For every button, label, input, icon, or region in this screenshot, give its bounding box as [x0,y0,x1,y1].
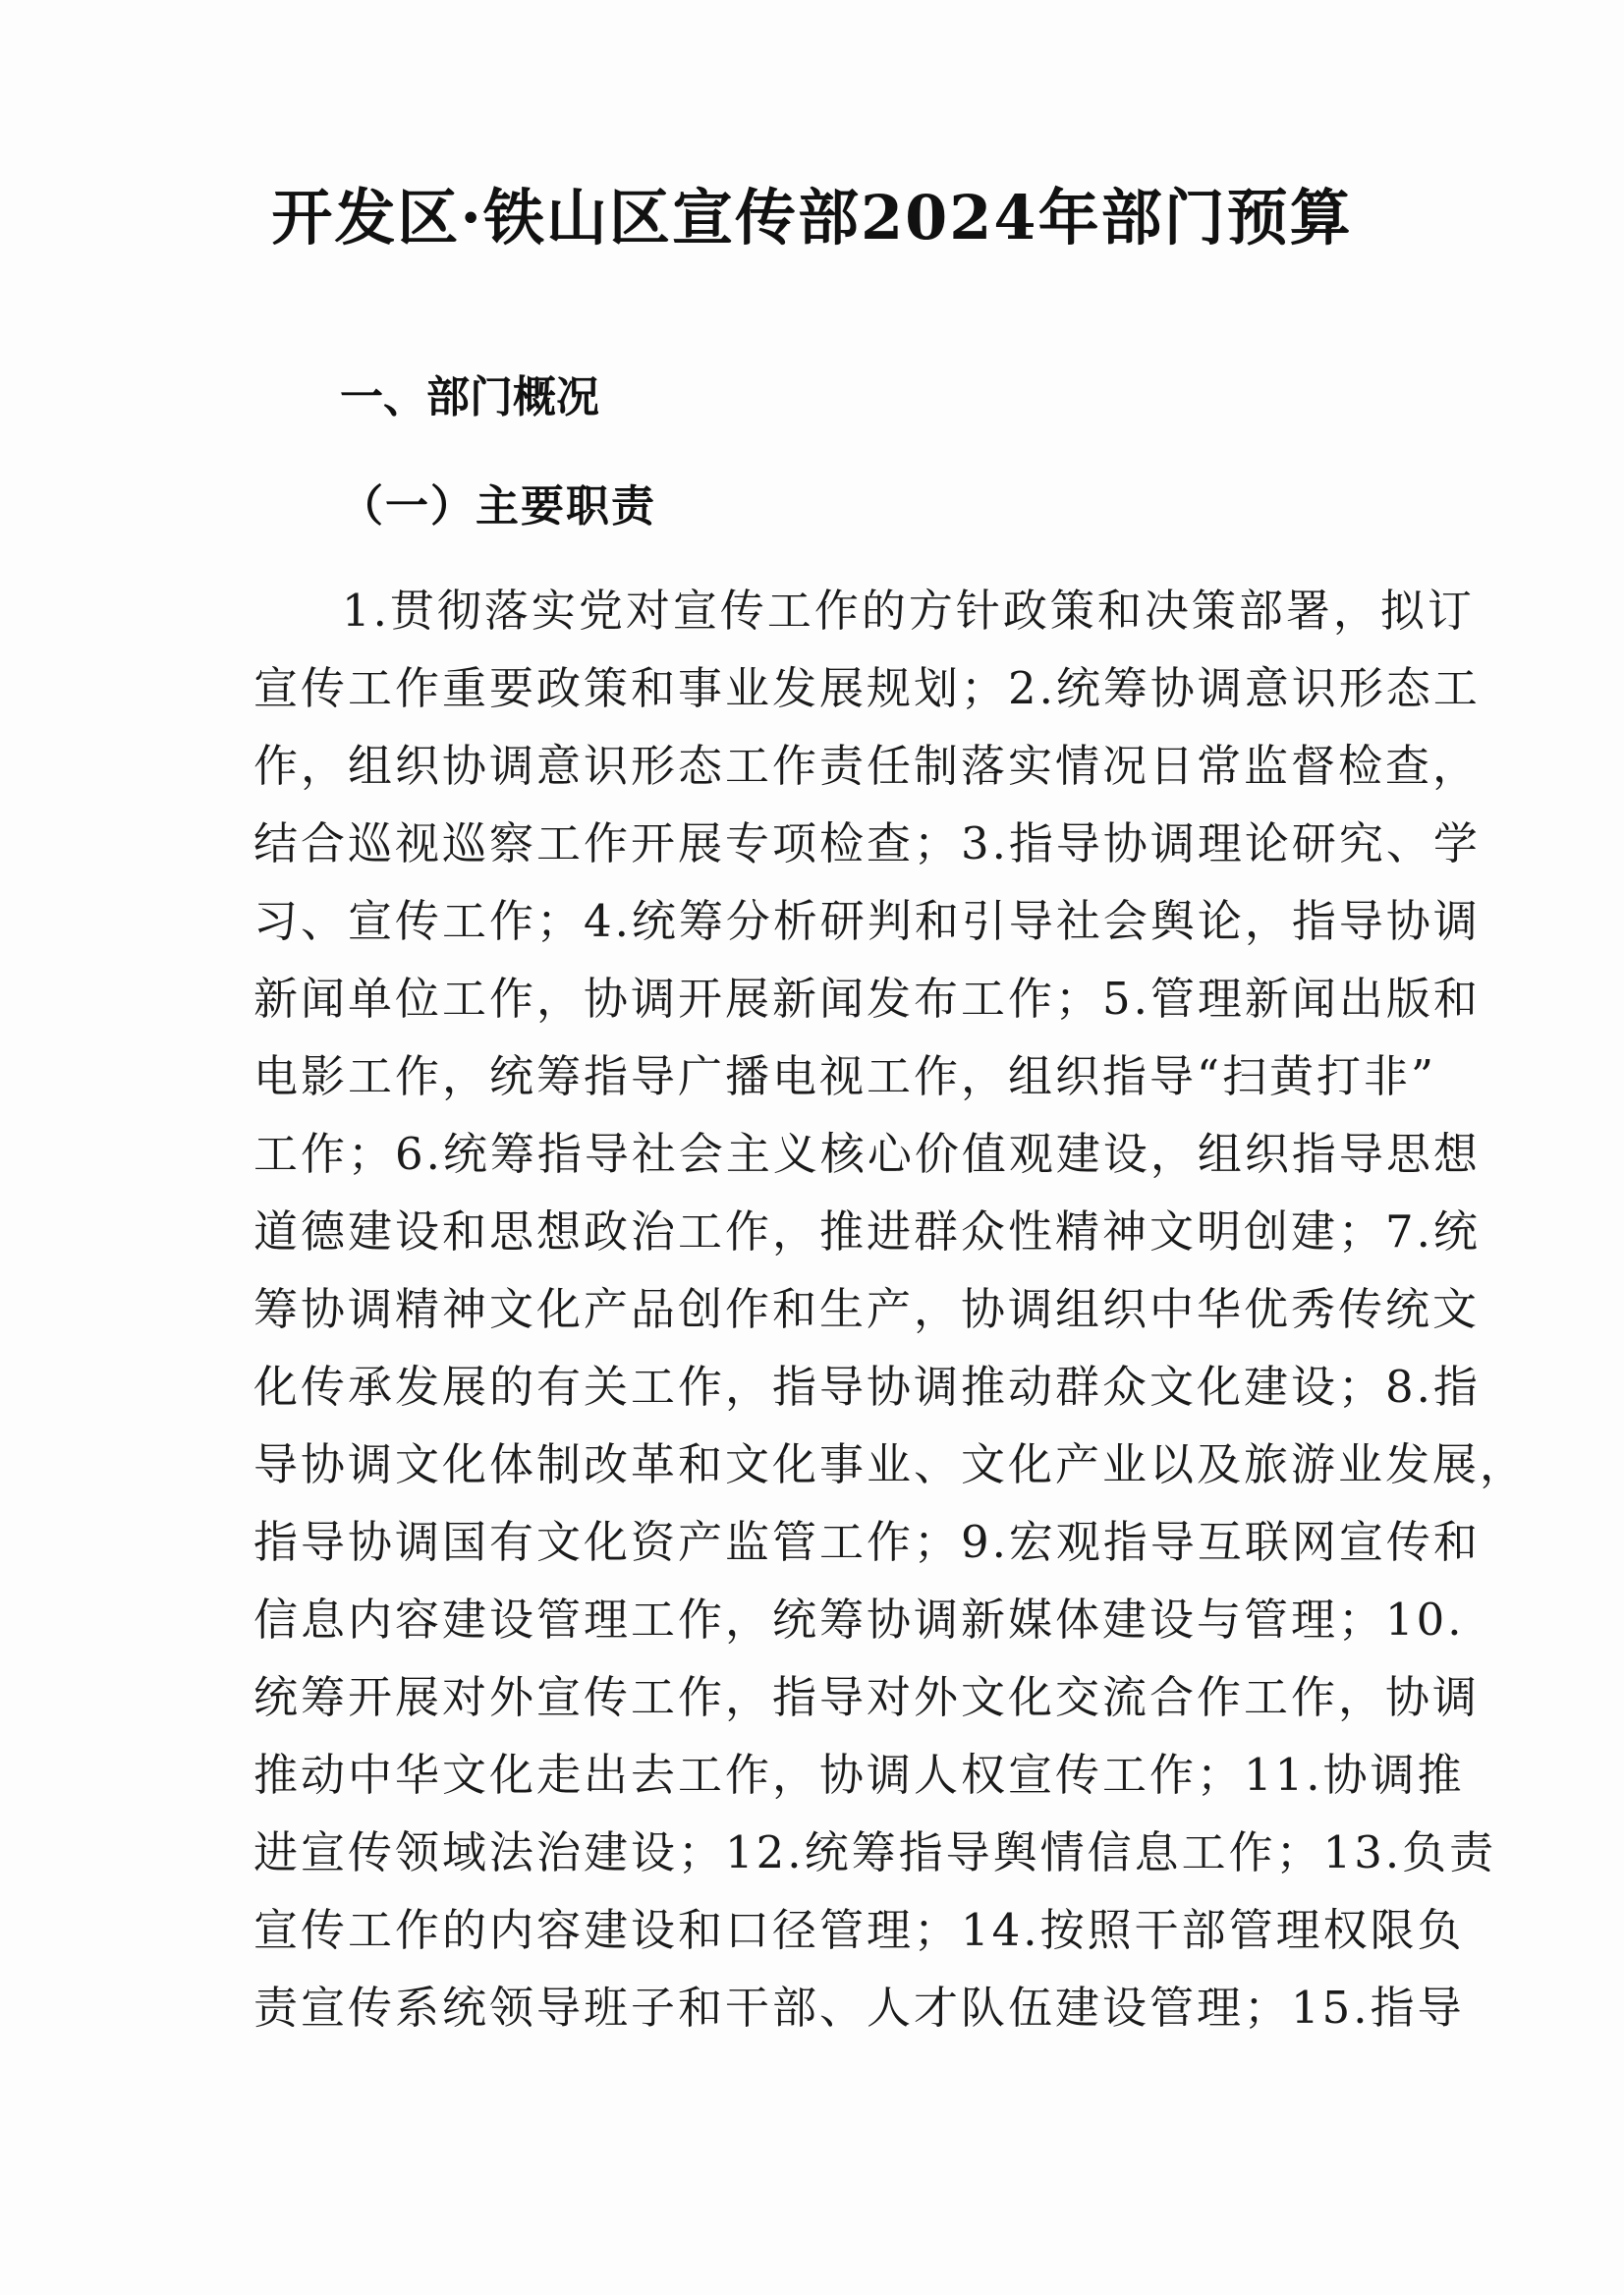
duties-paragraph [253,572,1528,2046]
paragraph-line: 进宣传领域法治建设；12.统筹指导舆情信息工作；13.负责 [253,1826,1497,1878]
paragraph-line: 工作；6.统筹指导社会主义核心价值观建设，组织指导思想 [253,1128,1481,1180]
paragraph-line: 道德建设和思想政治工作，推进群众性精神文明创建；7.统 [253,1205,1481,1258]
paragraph-line: 电影工作，统筹指导广播电视工作，组织指导“扫黄打非” [253,1050,1437,1102]
paragraph-line: 化传承发展的有关工作，指导协调推动群众文化建设；8.指 [253,1361,1481,1413]
paragraph-line: 推动中华文化走出去工作，协调人权宣传工作；11.协调推 [253,1749,1465,1801]
subsection-heading: （一）主要职责 [340,481,656,532]
paragraph-line: 作，组织协调意识形态工作责任制落实情况日常监督检查， [253,740,1481,792]
paragraph-line: 筹协调精神文化产品创作和生产，协调组织中华优秀传统文 [253,1283,1481,1335]
paragraph-line: 新闻单位工作，协调开展新闻发布工作；5.管理新闻出版和 [253,973,1481,1025]
paragraph-line: 统筹开展对外宣传工作，指导对外文化交流合作工作，协调 [253,1671,1481,1723]
paragraph-line: 宣传工作重要政策和事业发展规划；2.统筹协调意识形态工 [253,662,1481,714]
paragraph-line: 宣传工作的内容建设和口径管理；14.按照干部管理权限负 [253,1904,1465,1956]
paragraph-line: 指导协调国有文化资产监管工作；9.宏观指导互联网宣传和 [253,1516,1481,1568]
paragraph-line: 责宣传系统领导班子和干部、人才队伍建设管理；15.指导 [253,1982,1465,2034]
paragraph-line: 信息内容建设管理工作，统筹协调新媒体建设与管理；10. [253,1594,1465,1646]
section-heading: 一、部门概况 [340,372,599,422]
paragraph-line: 导协调文化体制改革和文化事业、文化产业以及旅游业发展， [253,1438,1528,1490]
paragraph-line: 1.贯彻落实党对宣传工作的方针政策和决策部署，拟订 [342,585,1475,637]
paragraph-line: 习、宣传工作；4.统筹分析研判和引导社会舆论，指导协调 [253,895,1481,947]
document-title: 开发区·铁山区宣传部2024年部门预算 [271,182,1353,253]
paragraph-line: 结合巡视巡察工作开展专项检查；3.指导协调理论研究、学 [253,817,1481,869]
